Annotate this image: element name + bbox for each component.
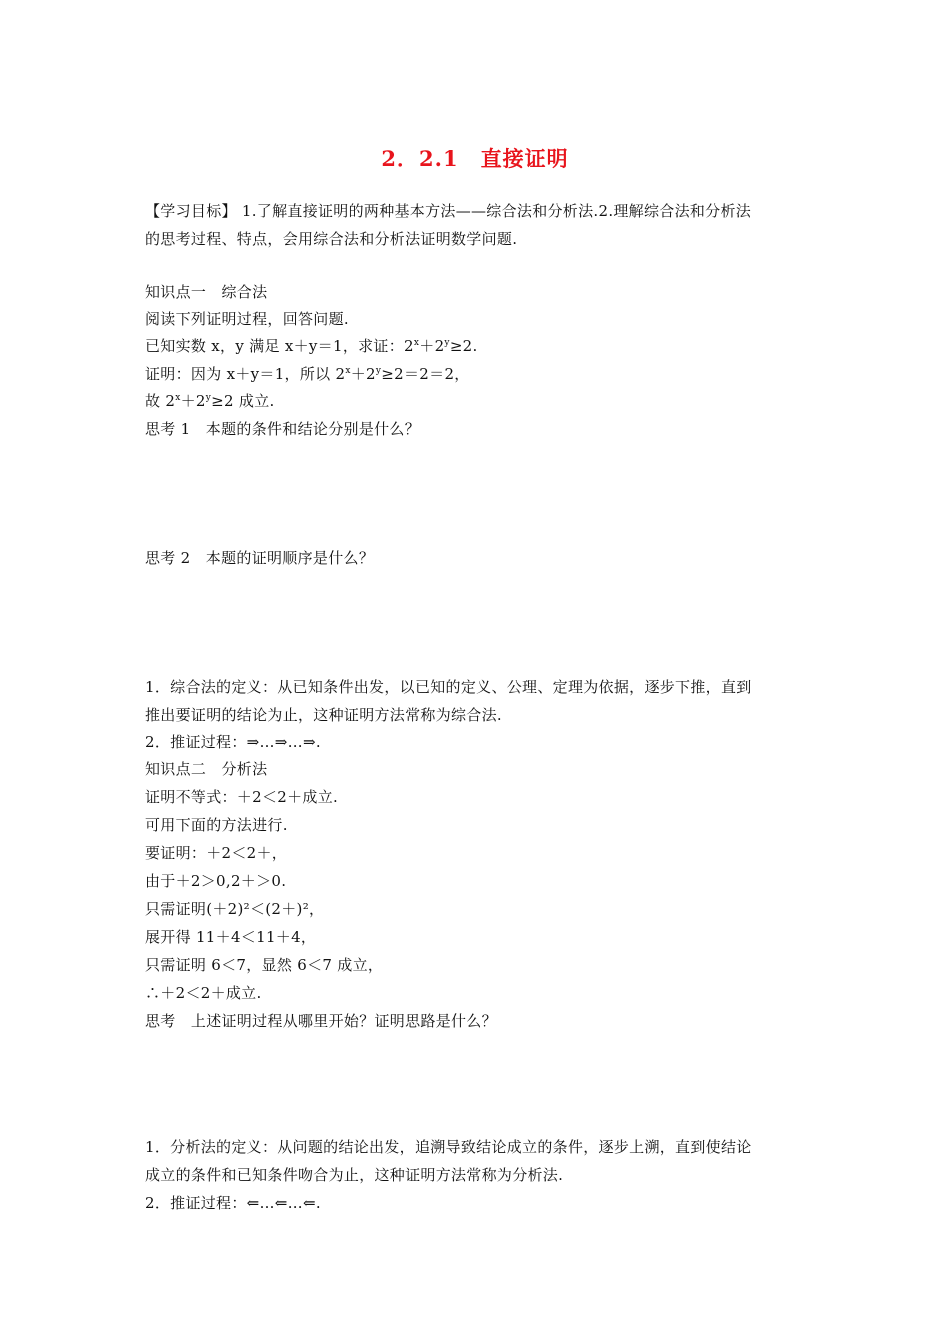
kp2-definition-1: 1．分析法的定义：从问题的结论出发，追溯导致结论成立的条件，逐步上溯，直到使结论 [145,1138,752,1156]
objectives-label: 【学习目标】 [145,202,237,220]
given-part-b: ＋2 [419,337,445,355]
kp2-line: 展开得 11＋4＜11＋4， [145,928,317,946]
proof-part-a: 证明：因为 x＋y＝1，所以 2 [145,365,346,383]
page-title: 2．2.1 直接证明 [381,146,569,171]
kp2-line: ∴＋2＜2＋成立. [145,984,262,1002]
kp1-think-2: 思考 2 本题的证明顺序是什么？ [145,549,375,567]
kp2-definition-2: 成立的条件和已知条件吻合为止，这种证明方法常称为分析法. [145,1166,564,1184]
kp1-heading: 知识点一 综合法 [145,283,268,301]
conclusion-part-c: ≥2 成立. [211,392,275,410]
kp1-proof [145,364,470,384]
kp1-conclusion [145,391,275,411]
kp2-line: 只需证明(＋2)²＜(2＋)²， [145,900,325,918]
proof-part-c: ≥2＝2＝2， [381,365,470,383]
kp1-process: 2．推证过程：⇒…⇒…⇒. [145,733,321,751]
kp1-definition-1: 1．综合法的定义：从已知条件出发，以已知的定义、公理、定理为依据，逐步下推，直到 [145,678,752,696]
given-part-a: 已知实数 x，y 满足 x＋y＝1，求证：2 [145,337,414,355]
exponent-x: x [175,393,181,403]
kp1-given [145,336,478,356]
kp2-line: 要证明：＋2＜2＋， [145,844,288,862]
exponent-y: y [205,393,212,403]
exponent-x: x [345,366,351,376]
proof-part-b: ＋2 [350,365,376,383]
kp1-think-1: 思考 1 本题的条件和结论分别是什么？ [145,420,421,438]
kp1-intro: 阅读下列证明过程，回答问题. [145,310,349,328]
conclusion-part-a: 故 2 [145,392,176,410]
exponent-y: y [375,366,382,376]
objectives-text-2: 的思考过程、特点，会用综合法和分析法证明数学问题. [145,230,518,248]
kp2-process: 2．推证过程：⇐…⇐…⇐. [145,1194,321,1212]
exponent-y: y [444,338,450,348]
kp2-line: 只需证明 6＜7，显然 6＜7 成立， [145,956,384,974]
exponent-x: x [413,338,420,348]
objectives-text-1: 1.了解直接证明的两种基本方法——综合法和分析法.2.理解综合法和分析法 [241,202,752,220]
objectives-line-1 [145,201,751,221]
kp2-line: 由于＋2＞0,2＋＞0. [145,872,287,890]
kp1-definition-2: 推出要证明的结论为止，这种证明方法常称为综合法. [145,706,502,724]
conclusion-part-b: ＋2 [180,392,206,410]
given-part-c: ≥2. [449,337,478,355]
kp2-line: 可用下面的方法进行. [145,816,288,834]
kp2-think: 思考 上述证明过程从哪里开始？证明思路是什么？ [145,1012,497,1030]
kp2-line: 证明不等式：＋2＜2＋成立. [145,788,339,806]
kp2-heading: 知识点二 分析法 [145,760,268,778]
